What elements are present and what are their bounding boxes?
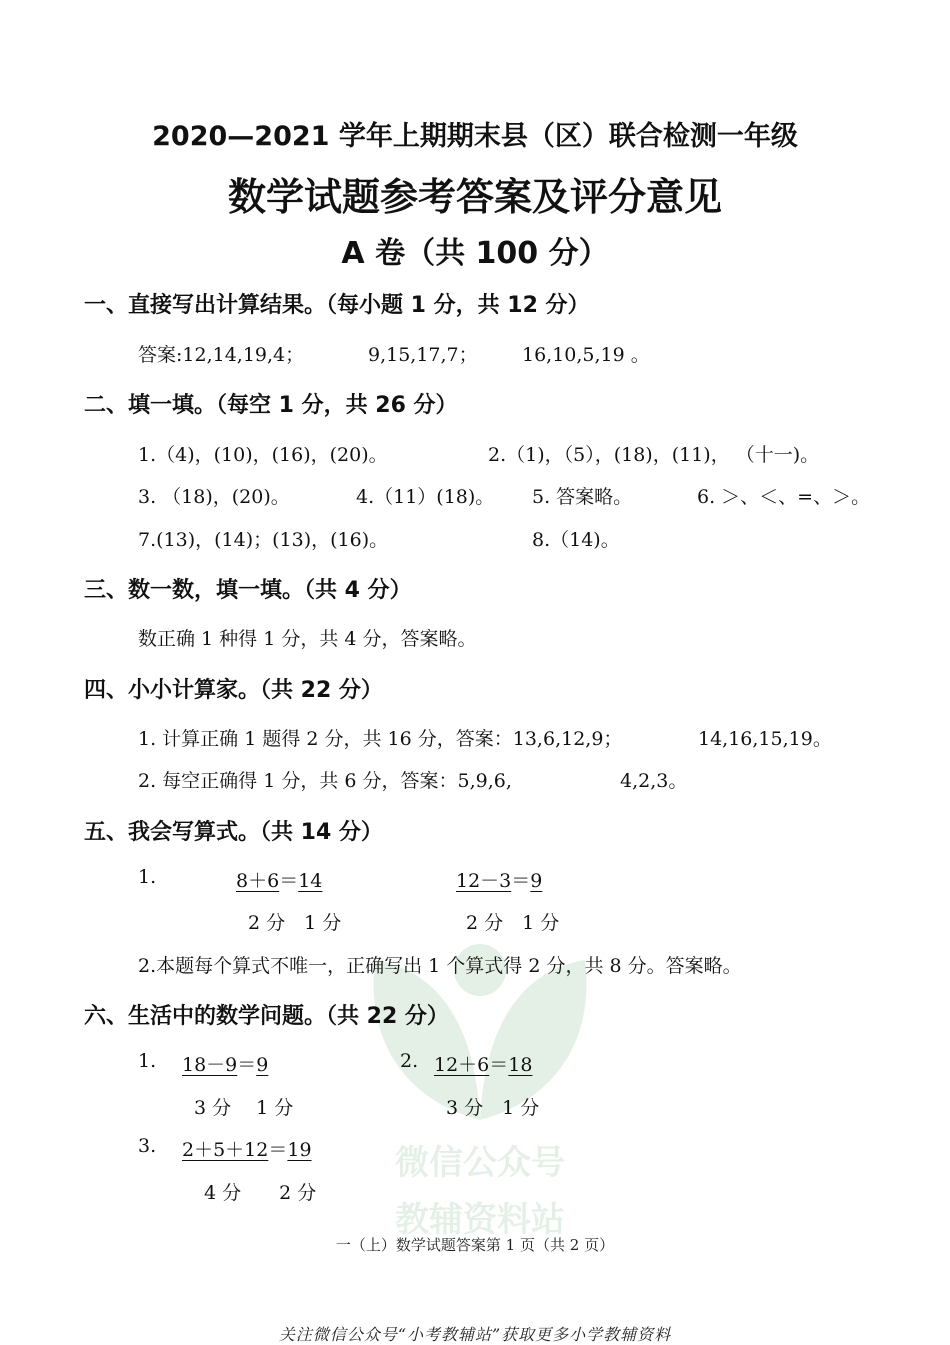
s4-q1a: 1. 计算正确 1 题得 2 分，共 16 分，答案：13,6,12,9； — [138, 728, 623, 750]
s2-q3: 3. （18)，(20)。 — [138, 486, 290, 508]
s6-equation-3 — [182, 1135, 312, 1162]
s5-eq1-expression: 8＋6 — [236, 870, 280, 892]
section-1-title: 一、直接写出计算结果。（每小题 1 分，共 12 分） — [84, 293, 590, 318]
s6-num1: 1. — [138, 1050, 157, 1072]
s6-num2: 2. — [400, 1050, 419, 1072]
s6-equation-1 — [182, 1050, 268, 1077]
paper-label: A 卷（共 100 分） — [341, 236, 609, 271]
s6-points-3: 4 分 2 分 — [204, 1182, 317, 1204]
watermark-line2: 教辅资料站 — [395, 1200, 565, 1240]
s6-num3: 3. — [138, 1135, 157, 1157]
page-footer: 一（上）数学试题答案第 1 页（共 2 页） — [335, 1236, 615, 1254]
s6-equation-2 — [434, 1050, 532, 1077]
s6-eq1-equals: ＝ — [237, 1054, 257, 1076]
section-5-title: 五、我会写算式。（共 14 分） — [84, 820, 383, 845]
s6-eq2-equals: ＝ — [489, 1054, 509, 1076]
s6-points-2: 3 分 1 分 — [446, 1097, 540, 1119]
s2-q5: 5. 答案略。 — [532, 486, 633, 508]
s4-q1b: 14,16,15,19。 — [698, 728, 832, 750]
s5-eq1-result: 14 — [298, 870, 323, 892]
s1-answer-a: 答案:12,14,19,4； — [138, 344, 305, 366]
s6-eq3-expression: 2＋5＋12 — [182, 1139, 269, 1161]
s5-points-1: 2 分 1 分 — [248, 912, 342, 934]
s1-answer-b: 9,15,17,7； — [368, 344, 478, 366]
exam-title: 2020—2021 学年上期期末县（区）联合检测一年级 — [152, 121, 798, 152]
s6-eq1-expression: 18－9 — [182, 1054, 238, 1076]
section-3-title: 三、数一数，填一填。（共 4 分） — [84, 578, 412, 603]
s4-q2b: 4,2,3。 — [620, 770, 688, 792]
section-6-title: 六、生活中的数学问题。（共 22 分） — [84, 1004, 449, 1029]
s1-answer-c: 16,10,5,19 。 — [522, 344, 650, 366]
s2-q8: 8.（14)。 — [532, 529, 620, 551]
s2-q6: 6. ＞、＜、=、＞。 — [697, 486, 871, 508]
s5-eq2-result: 9 — [530, 870, 543, 892]
watermark-line1: 微信公众号 — [395, 1143, 565, 1183]
s5-q2: 2.本题每个算式不唯一，正确写出 1 个算式得 2 分，共 8 分。答案略。 — [138, 955, 742, 977]
section-4-title: 四、小小计算家。（共 22 分） — [84, 678, 383, 703]
s5-equation-1 — [236, 866, 322, 893]
s6-eq2-result: 18 — [508, 1054, 533, 1076]
s6-eq3-equals: ＝ — [268, 1139, 288, 1161]
section-2-title: 二、填一填。（每空 1 分，共 26 分） — [84, 393, 458, 418]
s3-text: 数正确 1 种得 1 分，共 4 分，答案略。 — [138, 628, 477, 650]
s4-q2a: 2. 每空正确得 1 分，共 6 分，答案：5,9,6, — [138, 770, 512, 792]
s6-eq3-result: 19 — [287, 1139, 312, 1161]
s5-eq2-equals: ＝ — [511, 870, 531, 892]
s5-points-2: 2 分 1 分 — [466, 912, 560, 934]
s5-num1: 1. — [138, 866, 157, 888]
s5-eq2-expression: 12－3 — [456, 870, 512, 892]
doc-title: 数学试题参考答案及评分意见 — [227, 175, 722, 219]
s2-q1: 1.（4)，(10)，(16)，(20)。 — [138, 444, 388, 466]
s6-points-1: 3 分 1 分 — [194, 1097, 294, 1119]
s6-eq2-expression: 12＋6 — [434, 1054, 490, 1076]
s2-q2: 2.（1)，（5），(18)，(11)， （十一)。 — [488, 444, 820, 466]
s5-equation-2 — [456, 866, 542, 893]
s2-q7: 7.(13)，(14)；(13)，(16)。 — [138, 529, 389, 551]
s5-eq1-equals: ＝ — [279, 870, 299, 892]
s2-q4: 4.（11）(18)。 — [356, 486, 495, 508]
s6-eq1-result: 9 — [256, 1054, 269, 1076]
bottom-note: 关注微信公众号“小考教辅站”获取更多小学教辅资料 — [278, 1325, 672, 1344]
